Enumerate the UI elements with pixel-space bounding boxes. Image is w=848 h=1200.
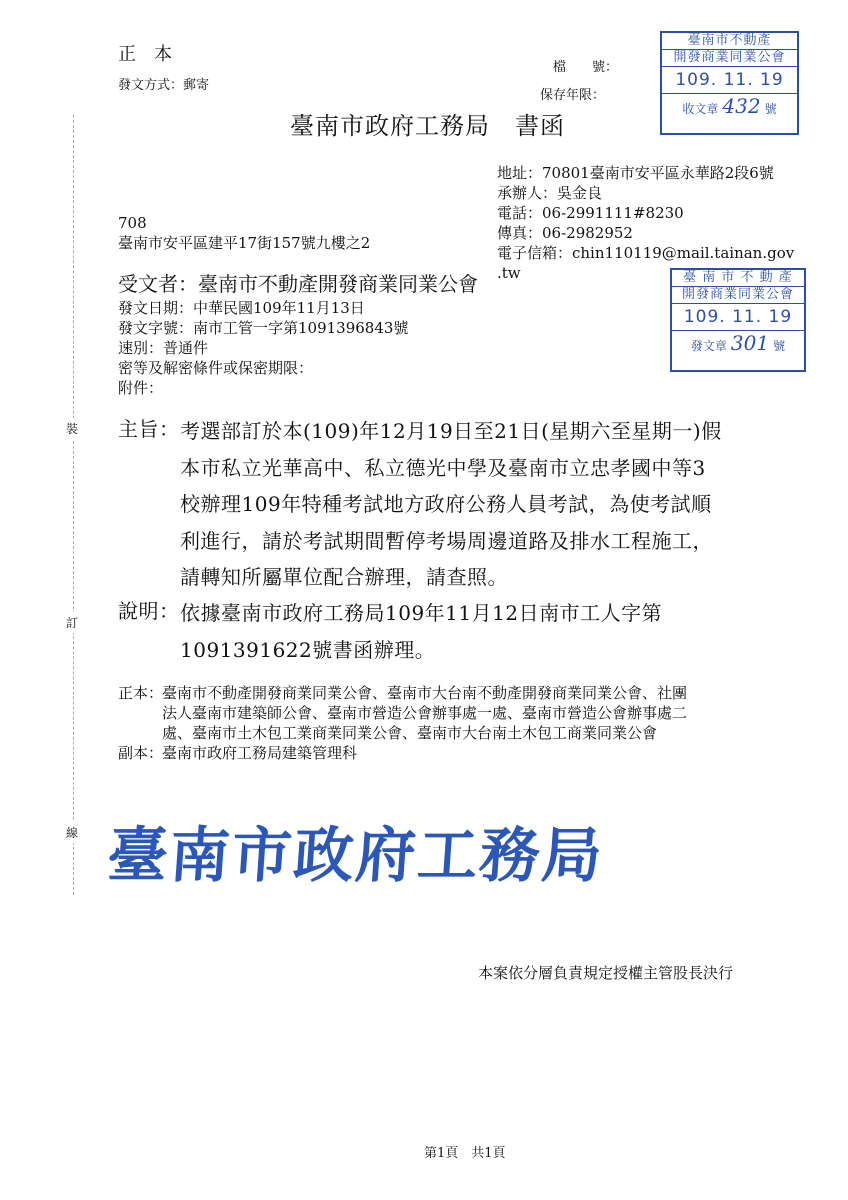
recipient: 受文者：臺南市不動產開發商業同業公會 xyxy=(118,272,478,296)
contact-email-cont: .tw xyxy=(497,264,521,282)
copy-recipients-label: 副本： xyxy=(118,744,164,762)
received-stamp xyxy=(660,31,799,135)
subject-line: 考選部訂於本(109)年12月19日至21日(星期六至星期一)假 xyxy=(180,419,722,443)
contact-email: 電子信箱：chin110119@mail.tainan.gov xyxy=(497,244,795,262)
send-method: 發文方式：郵寄 xyxy=(118,78,210,93)
subject-line: 利進行，請於考試期間暫停考場周邊道路及排水工程施工， xyxy=(180,528,713,553)
subject-line: 請轉知所屬單位配合辦理，請查照。 xyxy=(180,565,508,589)
binding-line xyxy=(73,115,74,895)
contact-fax: 傳真：06-2982952 xyxy=(497,224,633,242)
sent-stamp-number: 301 xyxy=(730,331,770,355)
copy-recipients: 臺南市政府工務局建築管理科 xyxy=(162,744,358,762)
binding-mark-zhuang: 裝 xyxy=(66,418,78,439)
original-recipients-line: 處、臺南市土木包工業商業同業公會、臺南市大台南土木包工商業同業公會 xyxy=(162,724,658,742)
secrecy-level: 密等及解密條件或保密期限： xyxy=(118,359,314,377)
page-number: 第1頁 共1頁 xyxy=(424,1146,506,1161)
document-title: 臺南市政府工務局 書函 xyxy=(290,112,565,140)
sent-stamp-number-row xyxy=(672,331,804,358)
retention-label: 保存年限： xyxy=(540,88,606,103)
explanation-line: 1091391622號書函辦理。 xyxy=(180,637,436,662)
sent-stamp xyxy=(670,268,806,372)
original-recipients xyxy=(162,683,687,703)
contact-phone: 電話：06-2991111#8230 xyxy=(497,204,684,222)
original-recipients-label: 正本： xyxy=(118,684,164,702)
subject-line: 本市私立光華高中、私立德光中學及臺南市立忠孝國中等3 xyxy=(180,455,706,480)
binding-mark-ding: 訂 xyxy=(66,612,78,633)
recipient-postal-code: 708 xyxy=(118,214,147,232)
received-stamp-suffix: 號 xyxy=(764,102,777,116)
speed-class: 速別：普通件 xyxy=(118,339,209,357)
issue-date: 發文日期：中華民國109年11月13日 xyxy=(118,299,365,317)
explanation-line: 依據臺南市政府工務局109年11月12日南市工人字第 xyxy=(180,601,663,625)
agency-seal: 臺南市政府工務局 xyxy=(105,821,607,891)
subject-line: 校辦理109年特種考試地方政府公務人員考試，為使考試順 xyxy=(180,492,712,516)
contact-address: 地址：70801臺南市安平區永華路2段6號 xyxy=(497,164,774,182)
file-number-label: 檔 號： xyxy=(553,60,619,75)
recipient-address: 臺南市安平區建平17街157號九樓之2 xyxy=(118,234,371,252)
received-stamp-org-line1: 臺南市不動產 xyxy=(662,33,797,50)
contact-handler: 承辦人：吳金良 xyxy=(497,184,603,202)
sent-stamp-org-line2: 開發商業同業公會 xyxy=(672,287,804,304)
document-number: 發文字號：南市工管一字第1091396843號 xyxy=(118,319,409,337)
received-stamp-date: 109. 11. 19 xyxy=(662,67,797,94)
authorization-note: 本案依分層負責規定授權主管股長決行 xyxy=(478,964,734,982)
explanation-body xyxy=(180,595,662,668)
attachment: 附件： xyxy=(118,379,164,397)
received-stamp-label: 收文章 xyxy=(682,102,719,116)
original-recipients-line: 法人臺南市建築師公會、臺南市營造公會辦事處一處、臺南市營造公會辦事處二 xyxy=(162,704,688,722)
subject-body xyxy=(180,413,722,596)
received-stamp-number: 432 xyxy=(722,94,761,118)
explanation-label: 說明： xyxy=(118,599,180,623)
sent-stamp-date: 109. 11. 19 xyxy=(672,304,804,331)
meta-block xyxy=(118,298,408,398)
subject-label: 主旨： xyxy=(118,417,180,441)
received-stamp-org-line2: 開發商業同業公會 xyxy=(662,50,797,67)
binding-mark-xian: 線 xyxy=(66,822,78,843)
copy-type: 正 本 xyxy=(118,44,172,65)
received-stamp-number-row xyxy=(662,94,797,121)
original-recipients-line: 臺南市不動產開發商業同業公會、臺南市大台南不動產開發商業同業公會、社團 xyxy=(162,684,688,702)
contact-block xyxy=(497,163,794,283)
sent-stamp-suffix: 號 xyxy=(773,339,786,353)
sent-stamp-label: 發文章 xyxy=(690,339,727,353)
sent-stamp-org-line1: 臺 南 市 不 動 產 xyxy=(672,270,804,287)
